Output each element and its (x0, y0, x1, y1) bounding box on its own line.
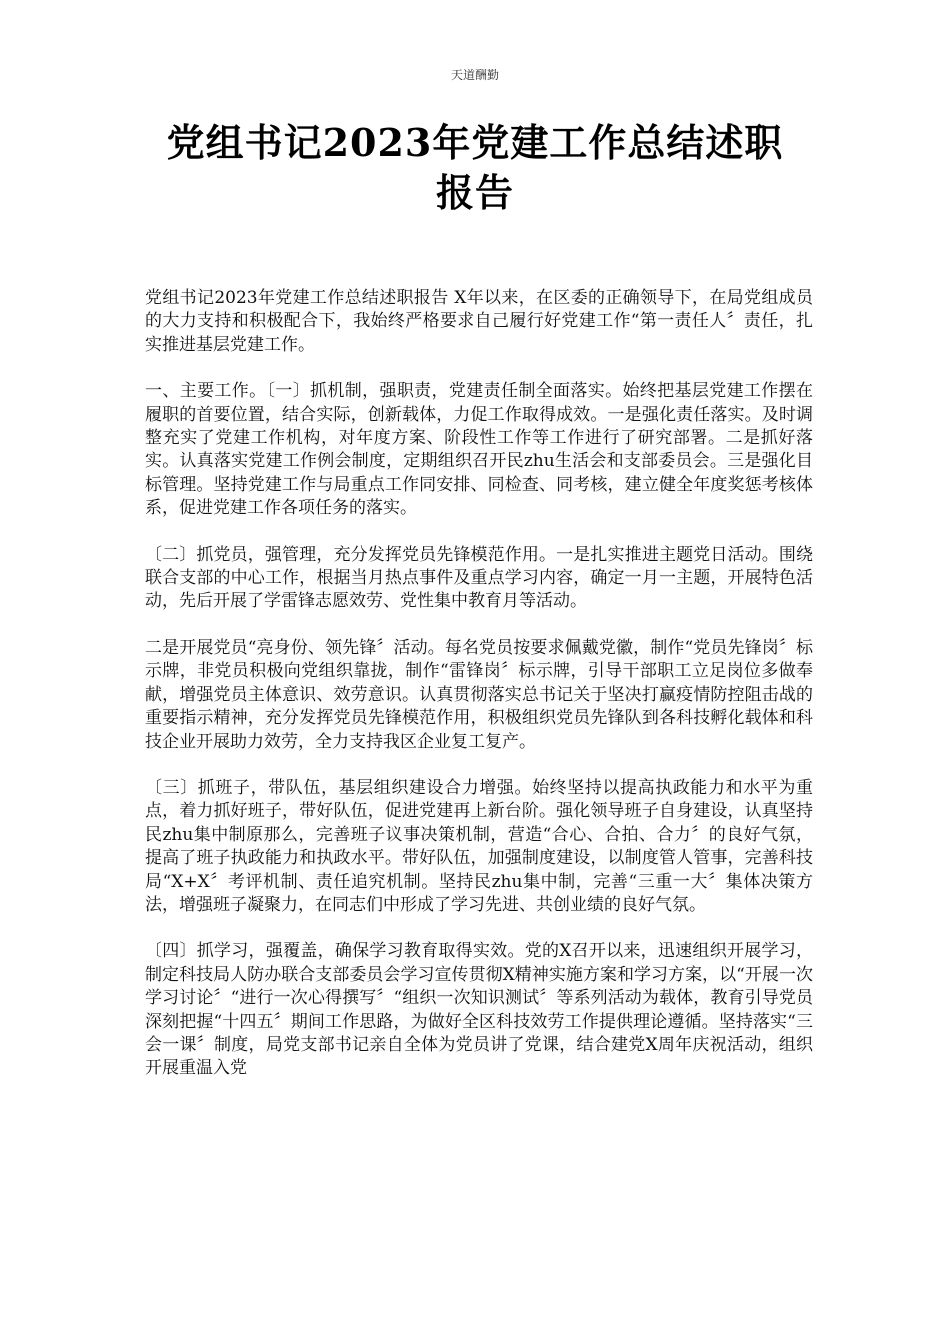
paragraph-section-2: 〔二〕抓党员，强管理，充分发挥党员先锋模范作用。一是扎实推进主题党日活动。围绕联合支部的中心工作，根据当月热点事件及重点学习内容，确定一月一主题，开展特色活动，先后开展了学雷锋志愿效劳、党性集中教育月等活动。 (145, 544, 813, 612)
paragraph-section-1: 一、主要工作。〔一〕抓机制，强职责，党建责任制全面落实。始终把基层党建工作摆在履职的首要位置，结合实际，创新载体，力促工作取得成效。一是强化责任落实。及时调整充实了党建工作机构，对年度方案、阶段性工作等工作进行了研究部署。二是抓好落实。认真落实党建工作例会制度，定期组织召开民zhu生活会和支部委员会。三是强化目标管理。坚持党建工作与局重点工作同安排、同检查、同考核，建立健全年度奖惩考核体系，促进党建工作各项任务的落实。 (145, 381, 813, 519)
paragraph-section-3: 〔三〕抓班子，带队伍，基层组织建设合力增强。始终坚持以提高执政能力和水平为重点，着力抓好班子，带好队伍，促进党建再上新台阶。强化领导班子自身建设，认真坚持民zhu集中制原那么，完善班子议事决策机制，营造“合心、合拍、合力〞的良好气氛，提高了班子执政能力和执政水平。带好队伍，加强制度建设，以制度管人管事，完善科技局“X+X〞考评机制、责任追究机制。坚持民zhu集中制，完善“三重一大〞集体决策方法，增强班子凝聚力，在同志们中形成了学习先进、共创业绩的良好气氛。 (145, 777, 813, 915)
paragraph-section-2-cont: 二是开展党员“亮身份、领先锋〞活动。每名党员按要求佩戴党徽，制作“党员先锋岗〞标示牌，非党员积极向党组织靠拢，制作“雷锋岗〞标示牌，引导干部职工立足岗位多做奉献，增强党员主体意识、效劳意识。认真贯彻落实总书记关于坚决打赢疫情防控阻击战的重要指示精神，充分发挥党员先锋模范作用，积极组织党员先锋队到各科技孵化载体和科技企业开展助力效劳，全力支持我区企业复工复产。 (145, 637, 813, 752)
paragraph-section-4: 〔四〕抓学习，强覆盖，确保学习教育取得实效。党的X召开以来，迅速组织开展学习，制定科技局人防办联合支部委员会学习宣传贯彻X精神实施方案和学习方案，以“开展一次学习讨论〞“进行一次心得撰写〞“组织一次知识测试〞等系列活动为载体，教育引导党员深刻把握“十四五〞期间工作思路，为做好全区科技效劳工作提供理论遵循。坚持落实“三会一课〞制度，局党支部书记亲自全体为党员讲了党课，结合建党X周年庆祝活动，组织开展重温入党 (145, 941, 813, 1079)
document-body (145, 287, 813, 1104)
document-title: 党组书记2023年党建工作总结述职报告 (166, 120, 784, 215)
page-header: 天道酬勤 (450, 68, 499, 82)
paragraph-intro: 党组书记2023年党建工作总结述职报告 X年以来，在区委的正确领导下，在局党组成员的大力支持和积极配合下，我始终严格要求自己履行好党建工作“第一责任人〞责任，扎实推进基层党建工作。 (145, 288, 813, 355)
